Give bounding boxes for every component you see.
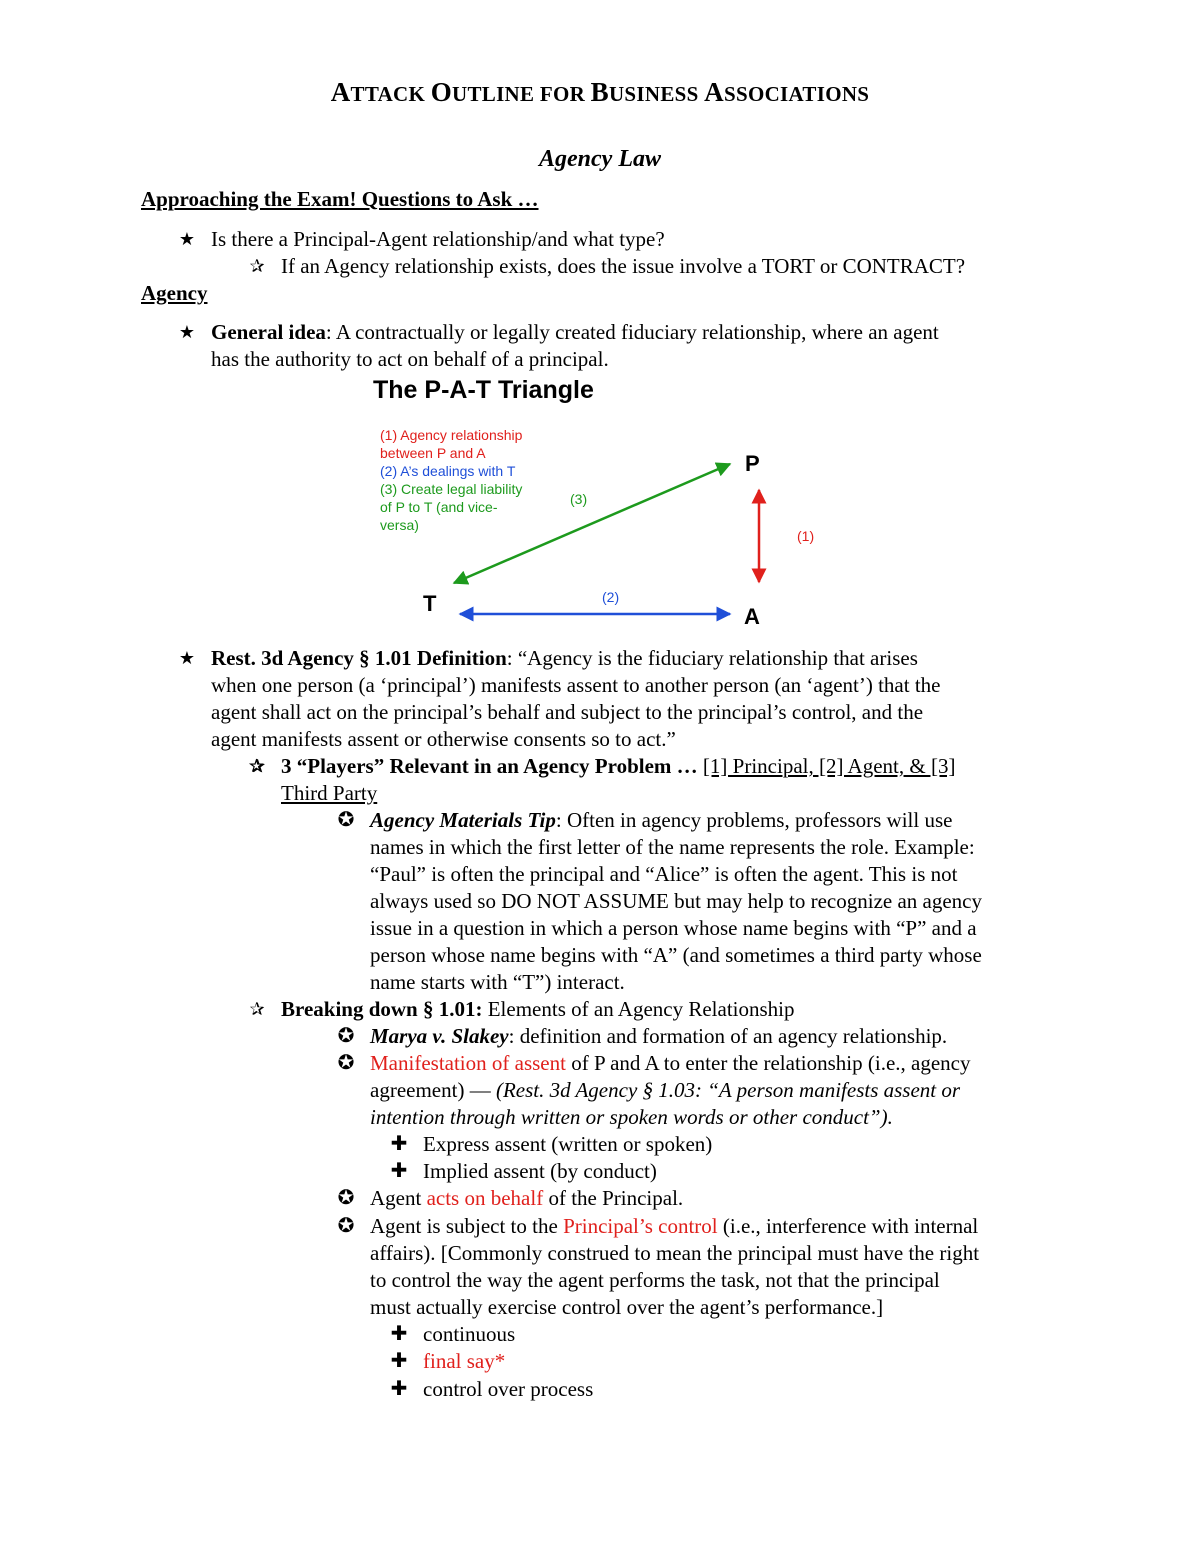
title-part: SSOCIATIONS — [723, 82, 870, 106]
control-highlight: Principal’s control — [563, 1214, 718, 1238]
control-over-process: control over process — [423, 1377, 594, 1401]
title-part: UTLINE FOR — [452, 82, 591, 106]
circled-star-bullet-icon: ✪ — [337, 1215, 355, 1237]
circled-star-bullet-icon: ✪ — [337, 1025, 355, 1047]
node-agent: A — [744, 604, 760, 629]
players-list: [1] Principal, [2] Agent, & [3] — [702, 754, 956, 778]
tip-label: Agency Materials Tip — [370, 808, 556, 832]
legend-a-dealings: (2) A’s dealings with T — [380, 463, 516, 479]
title-part: O — [430, 77, 452, 107]
implied-assent: Implied assent (by conduct) — [423, 1159, 657, 1183]
control-line4: must actually exercise control over the agent’s performance.] — [370, 1295, 884, 1319]
express-assent: Express assent (written or spoken) — [423, 1132, 713, 1156]
breaking-down-label: Breaking down § 1.01: — [281, 997, 483, 1021]
legend-agency-relationship: (1) Agency relationship — [380, 427, 523, 443]
acts-on-behalf-line — [370, 1185, 683, 1212]
marya-case-line — [370, 1023, 947, 1050]
manifestation-rest-cite: (Rest. 3d Agency § 1.03: “A person manifests assent or — [495, 1078, 961, 1102]
players-label: 3 “Players” Relevant in an Agency Problem … — [281, 754, 698, 778]
acts-on-behalf-post: of the Principal. — [543, 1186, 684, 1210]
cross-bullet-icon: ✚ — [390, 1350, 408, 1372]
rest-definition-line2: when one person (a ‘principal’) manifests assent to another person (an ‘agent’) that the — [211, 673, 941, 697]
general-idea-label: General idea — [211, 320, 326, 344]
outline-star-bullet-icon: ✰ — [249, 256, 265, 276]
title-part: B — [590, 77, 609, 107]
circled-star-bullet-icon: ✪ — [337, 809, 355, 831]
node-principal: P — [745, 451, 760, 476]
acts-on-behalf-highlight: acts on behalf — [426, 1186, 544, 1210]
control-post: (i.e., interference with internal — [717, 1214, 979, 1238]
rest-definition-label: Rest. 3d Agency § 1.01 Definition — [211, 646, 507, 670]
general-idea-text: : A contractually or legally created fiduciary relationship, where an agent — [325, 320, 939, 344]
circled-star-bullet-icon: ✪ — [337, 1052, 355, 1074]
cross-bullet-icon: ✚ — [390, 1378, 408, 1400]
tip-text: : Often in agency problems, professors will use — [555, 808, 953, 832]
question-principal-agent: Is there a Principal-Agent relationship/and what type? — [211, 227, 665, 251]
manifestation-text: of P and A to enter the relationship (i.e., agency — [565, 1051, 971, 1075]
document-title — [0, 74, 1200, 112]
section-heading-agency: Agency — [141, 281, 208, 305]
question-tort-contract: If an Agency relationship exists, does the issue involve a TORT or CONTRACT? — [281, 254, 966, 278]
general-idea-line1 — [211, 319, 939, 346]
control-continuous: continuous — [423, 1322, 516, 1346]
rest-definition-line4: agent manifests assent or otherwise consents so to act.” — [211, 727, 676, 751]
cross-bullet-icon: ✚ — [390, 1323, 408, 1345]
tip-line5: issue in a question in which a person whose name begins with “P” and a — [370, 916, 977, 940]
manifestation-line3: intention through written or spoken words or other conduct”). — [370, 1105, 893, 1129]
section-heading-exam: Approaching the Exam! Questions to Ask … — [141, 187, 539, 211]
star-bullet-icon: ★ — [178, 648, 196, 668]
edge-label-2: (2) — [602, 589, 620, 605]
pat-triangle-diagram — [360, 370, 840, 635]
tip-line6: person whose name begins with “A” (and sometimes a third party whose — [370, 943, 982, 967]
players-line1 — [281, 753, 955, 780]
legend-versa: versa) — [380, 517, 419, 533]
marya-case-name: Marya v. Slakey — [370, 1024, 509, 1048]
cross-bullet-icon: ✚ — [390, 1160, 408, 1182]
rest-definition-line3: agent shall act on the principal’s behalf and subject to the principal’s control, and the — [211, 700, 924, 724]
title-part: TTACK — [350, 82, 431, 106]
edge-label-3: (3) — [570, 491, 588, 507]
diagram-title: The P-A-T Triangle — [373, 376, 594, 404]
document-subtitle: Agency Law — [539, 146, 661, 172]
rest-definition-text: : “Agency is the fiduciary relationship that arises — [506, 646, 918, 670]
title-part: USINESS — [608, 82, 705, 106]
legend-legal-liability: (3) Create legal liability — [380, 481, 523, 497]
tip-line7: name starts with “T”) interact. — [370, 970, 625, 994]
node-third-party: T — [423, 591, 437, 616]
players-line2: Third Party — [281, 781, 378, 805]
title-part: A — [704, 77, 724, 107]
control-line3: to control the way the agent performs the task, not that the principal — [370, 1268, 940, 1292]
manifestation-highlight: Manifestation of assent — [370, 1051, 566, 1075]
breaking-down-line — [281, 996, 795, 1023]
control-pre: Agent is subject to the — [370, 1214, 564, 1238]
tip-line4: always used so DO NOT ASSUME but may help to recognize an agency — [370, 889, 982, 913]
tip-line1 — [370, 807, 952, 834]
control-line2: affairs). [Commonly construed to mean the principal must have the right — [370, 1241, 980, 1265]
control-final-say: final say* — [423, 1349, 506, 1373]
tip-line3: “Paul” is often the principal and “Alice” is often the agent. This is not — [370, 862, 958, 886]
outline-star-bullet-icon: ✰ — [249, 756, 265, 776]
tip-line2: names in which the first letter of the name represents the role. Example: — [370, 835, 975, 859]
manifestation-line2 — [370, 1077, 960, 1104]
edge-label-1: (1) — [797, 528, 815, 544]
marya-case-text: : definition and formation of an agency relationship. — [508, 1024, 948, 1048]
legend-p-to-t: of P to T (and vice- — [380, 499, 498, 515]
star-bullet-icon: ★ — [178, 229, 196, 249]
legend-between-p-and-a: between P and A — [380, 445, 486, 461]
breaking-down-text: Elements of an Agency Relationship — [482, 997, 795, 1021]
acts-on-behalf-pre: Agent — [370, 1186, 427, 1210]
outline-star-bullet-icon: ✰ — [249, 999, 265, 1019]
manifestation-agreement: agreement) — — [370, 1078, 496, 1102]
manifestation-line1 — [370, 1050, 970, 1077]
cross-bullet-icon: ✚ — [390, 1133, 408, 1155]
rest-definition-line1 — [211, 645, 918, 672]
general-idea-line2: has the authority to act on behalf of a principal. — [211, 347, 609, 371]
circled-star-bullet-icon: ✪ — [337, 1187, 355, 1209]
title-part: A — [330, 77, 351, 107]
control-line1 — [370, 1213, 978, 1240]
star-bullet-icon: ★ — [178, 322, 196, 342]
